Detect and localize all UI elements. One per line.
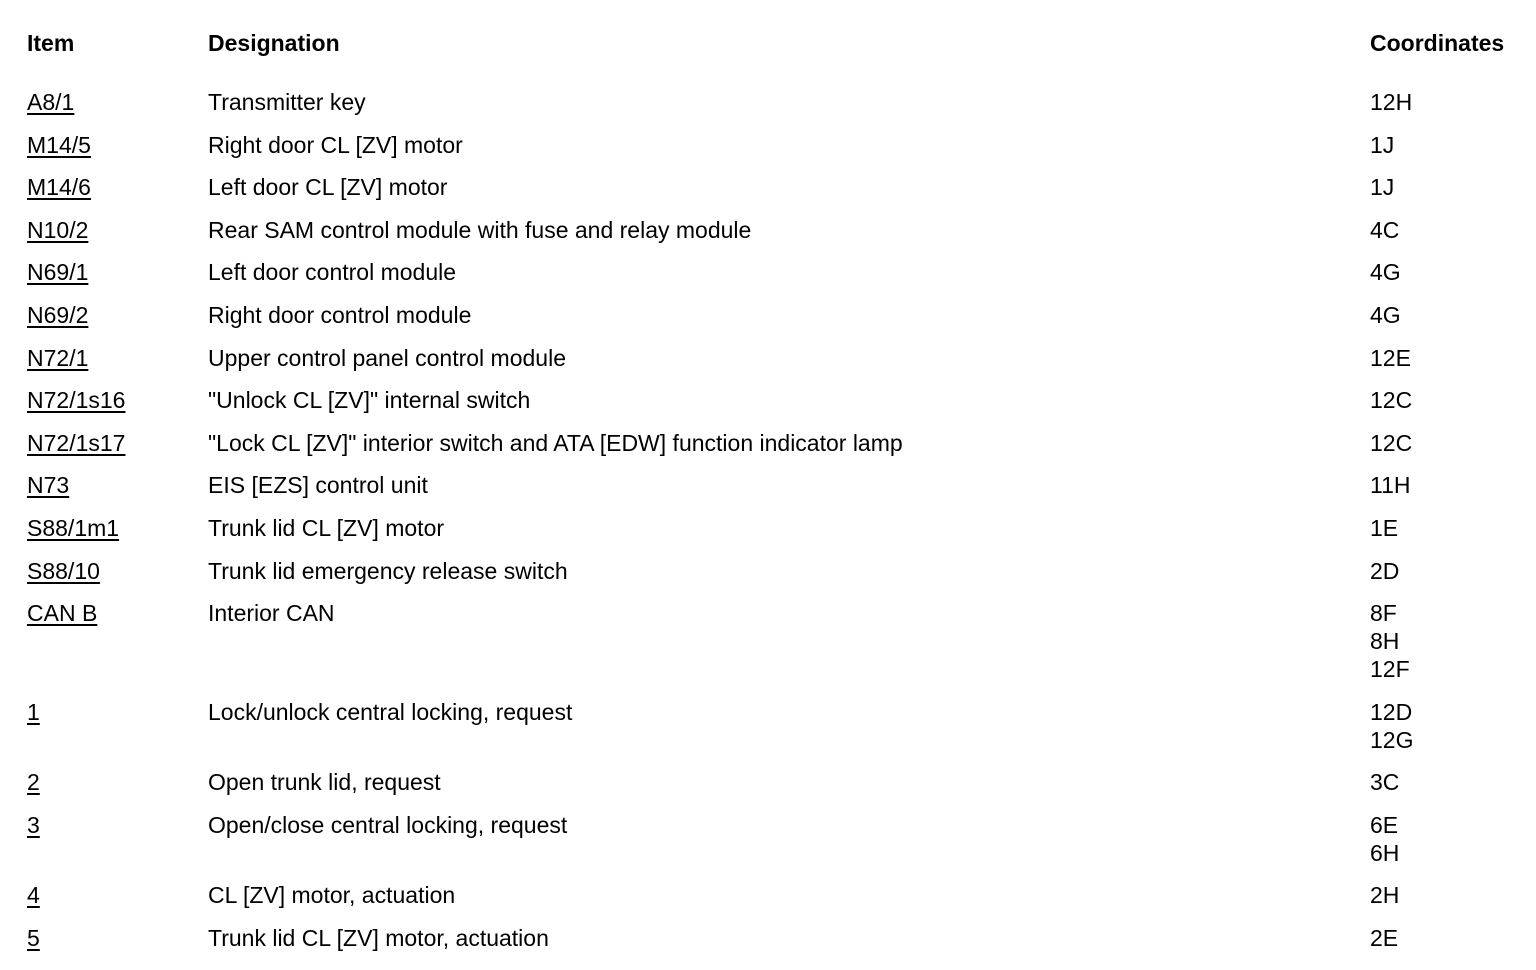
coordinate-value: 12E: [1370, 344, 1411, 371]
header-row: [0, 0, 1536, 88]
coordinates-cell: [1370, 514, 1398, 542]
coordinates-cell: [1370, 301, 1401, 329]
coordinate-value: 8H: [1370, 628, 1400, 655]
item-link[interactable]: N72/1s16: [27, 387, 126, 414]
designation-text: Right door CL [ZV] motor: [208, 131, 463, 158]
coordinate-value: 4G: [1370, 301, 1401, 328]
table-row: [0, 811, 1536, 882]
designation-text: "Unlock CL [ZV]" internal switch: [208, 387, 531, 414]
table-row: [0, 173, 1536, 216]
coordinates-cell: [1370, 429, 1412, 457]
item-link[interactable]: N72/1: [27, 344, 89, 371]
item-link[interactable]: M14/6: [27, 174, 91, 201]
coordinates-cell: [1370, 173, 1394, 201]
coordinate-value: 8F: [1370, 600, 1397, 627]
item-link[interactable]: S88/10: [27, 557, 100, 584]
coordinates-cell: [1370, 471, 1411, 499]
header-coordinates: Coordinates: [1370, 30, 1505, 56]
coordinates-cell: [1370, 131, 1394, 159]
table-row: [0, 881, 1536, 924]
coordinate-value: 12F: [1370, 656, 1410, 683]
table-row: [0, 514, 1536, 557]
coordinate-value: 4C: [1370, 216, 1400, 243]
designation-text: Right door control module: [208, 301, 472, 328]
coordinate-value: 6E: [1370, 811, 1399, 838]
coordinates-cell: [1370, 88, 1412, 116]
designation-text: Interior CAN: [208, 600, 335, 627]
coordinates-cell: [1370, 768, 1399, 796]
coordinate-value: 12C: [1370, 387, 1413, 414]
designation-text: Upper control panel control module: [208, 344, 566, 371]
coordinate-value: 11H: [1370, 472, 1411, 499]
item-link[interactable]: S88/1m1: [27, 514, 120, 541]
coordinate-value: 2H: [1370, 882, 1400, 909]
designation-text: Rear SAM control module with fuse and relay module: [208, 216, 752, 243]
coordinates-cell: [1370, 924, 1398, 952]
coordinates-cell: [1370, 386, 1412, 414]
header-item: Item: [27, 30, 75, 56]
designation-text: Open/close central locking, request: [208, 811, 568, 838]
designation-text: Left door CL [ZV] motor: [208, 174, 448, 201]
table-row: [0, 599, 1536, 698]
item-link[interactable]: CAN B: [27, 600, 98, 627]
coordinates-cell: [1370, 698, 1413, 754]
coordinate-value: 12G: [1370, 726, 1414, 753]
coordinate-value: 6H: [1370, 839, 1400, 866]
table-body: [0, 88, 1536, 966]
item-link[interactable]: N10/2: [27, 216, 89, 243]
coordinate-value: 1E: [1370, 514, 1399, 541]
header-designation: Designation: [208, 30, 340, 56]
item-link[interactable]: A8/1: [27, 89, 75, 115]
coordinate-value: 2D: [1370, 557, 1400, 584]
designation-text: Left door control module: [208, 259, 457, 286]
coordinate-value: 12C: [1370, 429, 1413, 456]
table-row: [0, 258, 1536, 301]
designation-text: Trunk lid CL [ZV] motor, actuation: [208, 924, 549, 951]
designation-text: CL [ZV] motor, actuation: [208, 882, 456, 909]
item-link[interactable]: N73: [27, 472, 70, 499]
coordinate-value: 12H: [1370, 89, 1413, 115]
item-link[interactable]: 2: [27, 769, 40, 796]
coordinates-cell: [1370, 344, 1411, 372]
designation-text: Open trunk lid, request: [208, 769, 441, 796]
item-link[interactable]: 4: [27, 882, 40, 909]
item-link[interactable]: 1: [27, 698, 40, 725]
table-row: [0, 471, 1536, 514]
coordinates-cell: [1370, 599, 1410, 683]
designation-text: Transmitter key: [208, 89, 366, 115]
table-row: [0, 768, 1536, 811]
coordinate-value: 3C: [1370, 769, 1400, 796]
table-row: [0, 386, 1536, 429]
coordinate-value: 1J: [1370, 174, 1395, 201]
item-link[interactable]: N72/1s17: [27, 429, 126, 456]
designation-text: EIS [EZS] control unit: [208, 472, 428, 499]
table-row: [0, 216, 1536, 259]
table-row: [0, 429, 1536, 472]
item-link[interactable]: N69/1: [27, 259, 89, 286]
table-row: [0, 131, 1536, 174]
coordinate-value: 4G: [1370, 259, 1401, 286]
coordinate-value: 1J: [1370, 131, 1395, 158]
coordinate-value: 12D: [1370, 698, 1413, 725]
table-row: [0, 344, 1536, 387]
table-row: [0, 924, 1536, 967]
coordinates-cell: [1370, 258, 1401, 286]
table-row: [0, 301, 1536, 344]
table-row: [0, 88, 1536, 131]
item-link[interactable]: M14/5: [27, 131, 91, 158]
table-row: [0, 557, 1536, 600]
coordinates-cell: [1370, 811, 1399, 867]
item-link[interactable]: 3: [27, 811, 40, 838]
item-link[interactable]: 5: [27, 924, 40, 951]
coordinates-cell: [1370, 216, 1399, 244]
designation-text: Lock/unlock central locking, request: [208, 698, 573, 725]
coordinates-cell: [1370, 881, 1399, 909]
table-row: [0, 698, 1536, 769]
designation-text: Trunk lid emergency release switch: [208, 557, 568, 584]
designation-text: Trunk lid CL [ZV] motor: [208, 514, 445, 541]
coordinate-value: 2E: [1370, 924, 1399, 951]
designation-text: "Lock CL [ZV]" interior switch and ATA [EDW] function indicator lamp: [208, 429, 903, 456]
item-link[interactable]: N69/2: [27, 301, 89, 328]
coordinates-cell: [1370, 557, 1399, 585]
